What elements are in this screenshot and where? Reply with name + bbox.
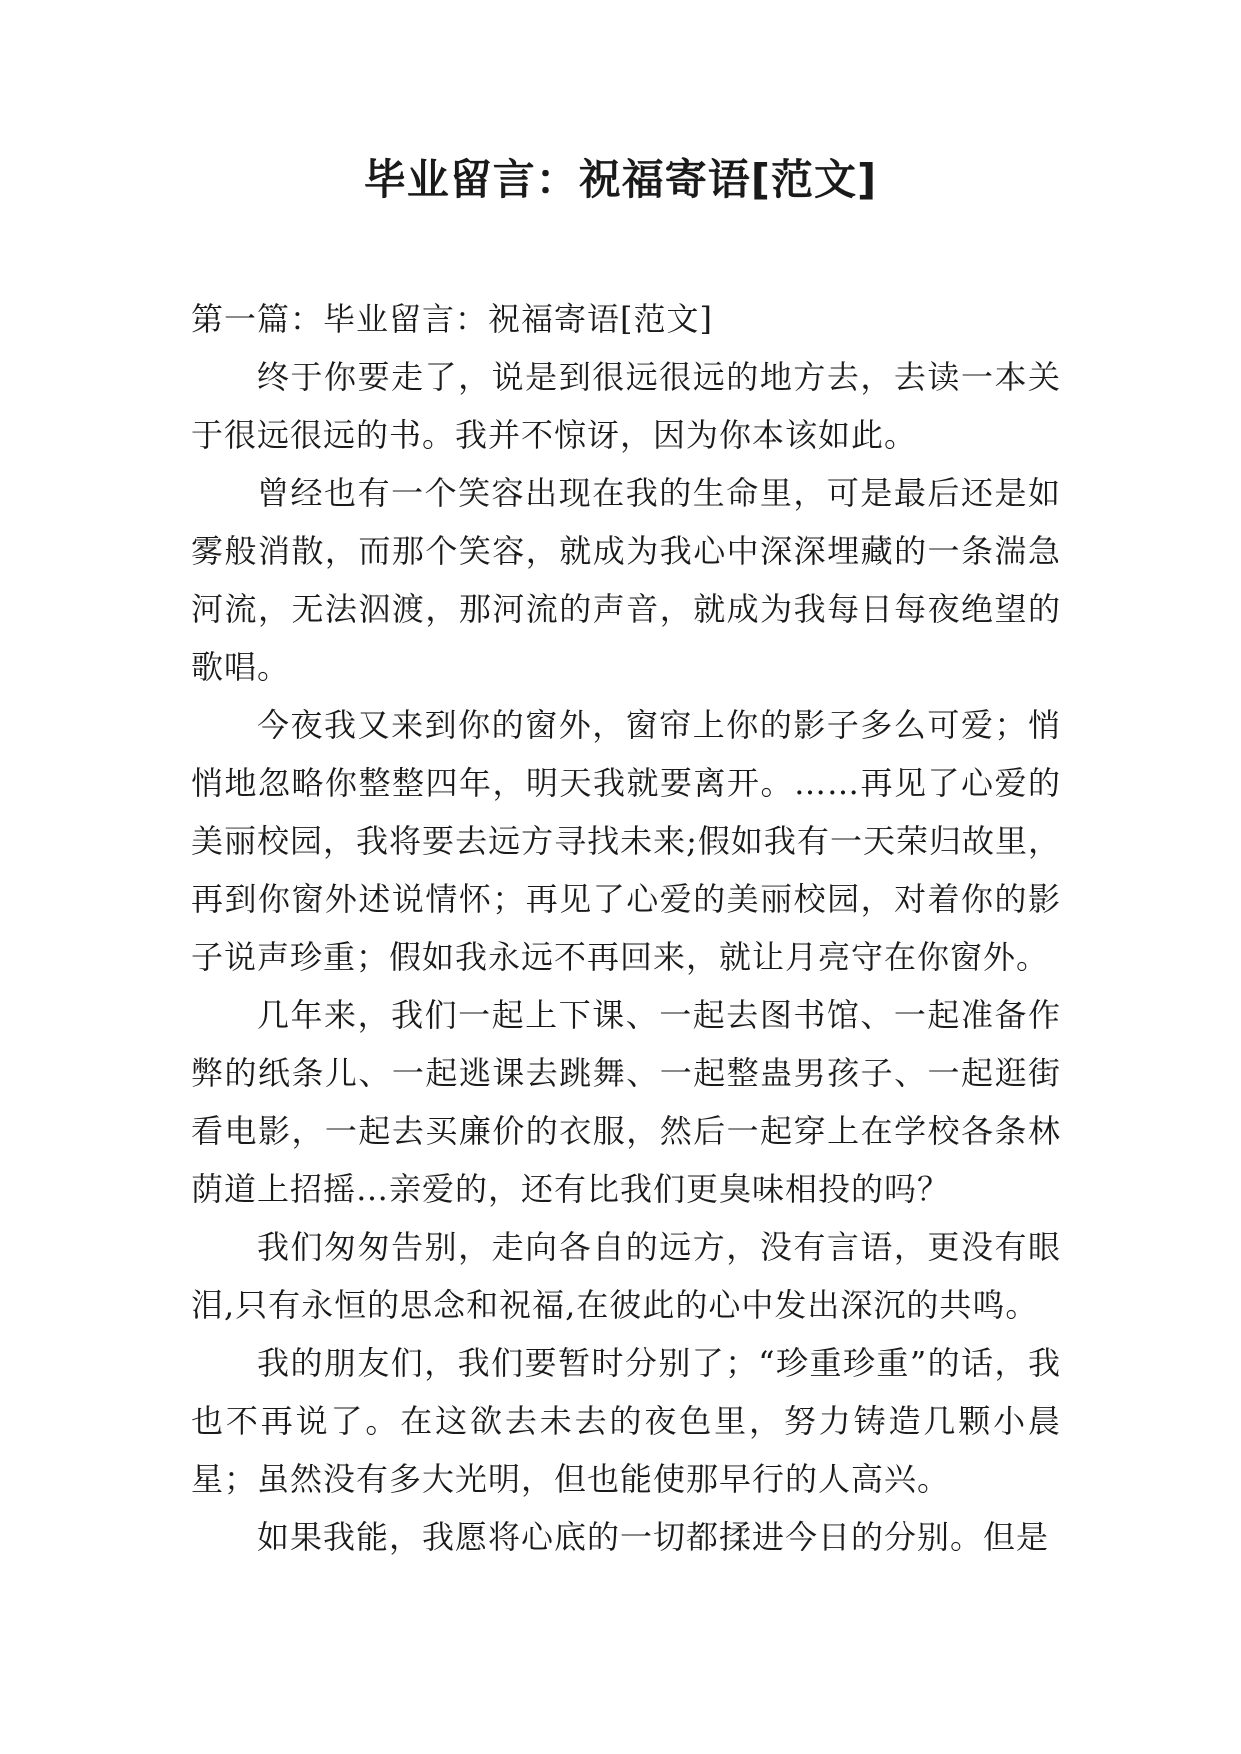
paragraph: 曾经也有一个笑容出现在我的生命里，可是最后还是如雾般消散，而那个笑容，就成为我心中深深埋藏的一条湍急河流，无法泅渡，那河流的声音，就成为我每日每夜绝望的歌唱。	[191, 474, 1061, 686]
paragraph: 我们匆匆告别，走向各自的远方，没有言语，更没有眼泪,只有永恒的思念和祝福,在彼此的心中发出深沉的共鸣。	[191, 1228, 1061, 1324]
paragraph: 几年来，我们一起上下课、一起去图书馆、一起准备作弊的纸条儿、一起逃课去跳舞、一起整蛊男孩子、一起逛街看电影，一起去买廉价的衣服，然后一起穿上在学校各条林荫道上招摇…亲爱的，还有比我们更臭味相投的吗？	[191, 996, 1061, 1208]
paragraph: 如果我能，我愿将心底的一切都揉进今日的分别。但是	[257, 1518, 1050, 1556]
document-body	[191, 290, 1061, 1566]
section-heading: 第一篇：毕业留言：祝福寄语[范文]	[191, 300, 713, 338]
paragraph: 今夜我又来到你的窗外，窗帘上你的影子多么可爱；悄悄地忽略你整整四年，明天我就要离开。……再见了心爱的美丽校园，我将要去远方寻找未来;假如我有一天荣归故里，再到你窗外述说情怀；再见了心爱的美丽校园，对着你的影子说声珍重；假如我永远不再回来，就让月亮守在你窗外。	[191, 706, 1061, 976]
paragraph: 终于你要走了，说是到很远很远的地方去，去读一本关于很远很远的书。我并不惊讶，因为你本该如此。	[191, 358, 1061, 454]
paragraph: 我的朋友们，我们要暂时分别了；“珍重珍重”的话，我也不再说了。在这欲去未去的夜色里，努力铸造几颗小晨星；虽然没有多大光明，但也能使那早行的人高兴。	[191, 1344, 1061, 1498]
document-title: 毕业留言：祝福寄语[范文]	[363, 155, 878, 204]
